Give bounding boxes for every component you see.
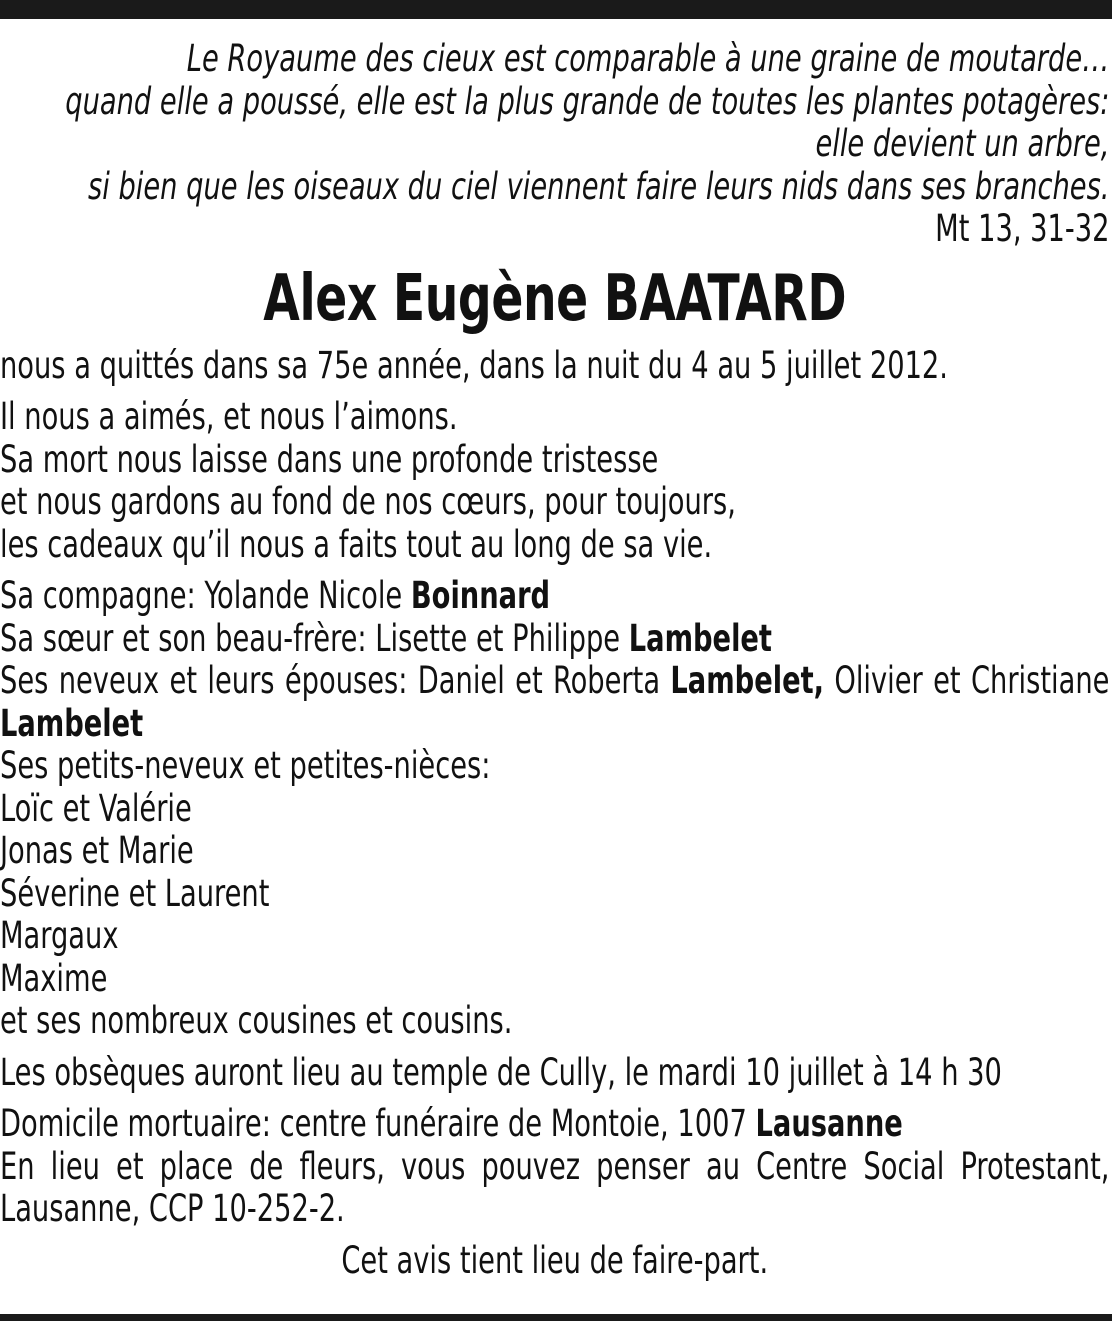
tribute <box>0 396 1109 566</box>
tribute-line: et nous gardons au fond de nos cœurs, pour toujours, <box>0 480 736 523</box>
deceased-name: Alex Eugène BAATARD <box>263 261 847 336</box>
tribute-line: les cadeaux qu’il nous a faits tout au long de sa vie. <box>0 522 713 566</box>
scripture-quote <box>0 38 1109 251</box>
quote-line: quand elle a poussé, elle est la plus grande de toutes les plantes potagères: <box>65 79 1110 123</box>
family-list <box>0 575 1109 1043</box>
grandchild-item: Maxime <box>0 956 108 1000</box>
nephews-line: Ses neveux et leurs épouses: Daniel et Roberta Lambelet, Olivier et Christiane Lambelet <box>0 659 1110 745</box>
quote-line: Le Royaume des cieux est comparable à une graine de moutarde… <box>186 37 1110 80</box>
quote-line: si bien que les oiseaux du ciel viennent faire leurs nids dans ses branches. <box>87 164 1110 208</box>
surname: Lambelet <box>0 701 144 745</box>
closing-line: Cet avis tient lieu de faire-part. <box>341 1238 769 1282</box>
surname: Boinnard <box>410 574 551 617</box>
grandchild-item: Jonas et Marie <box>0 829 194 872</box>
intro-line: nous a quittés dans sa 75e année, dans la nuit du 4 au 5 juillet 2012. <box>0 343 948 387</box>
grandchildren-label: Ses petits-neveux et petites-nièces: <box>0 744 491 787</box>
obituary-notice <box>0 38 1110 1282</box>
sister-line: Sa sœur et son beau-frère: Lisette et Philippe Lambelet <box>0 616 772 660</box>
quote-reference: Mt 13, 31-32 <box>935 207 1110 250</box>
donation-line: En lieu et place de fleurs, vous pouvez penser au Centre Social Protestant, Lausanne, CCP 10-252-2. <box>0 1144 1110 1230</box>
tribute-line: Il nous a aimés, et nous l’aimons. <box>0 395 458 438</box>
companion-line: Sa compagne: Yolande Nicole Boinnard <box>0 574 551 617</box>
quote-line: elle devient un arbre, <box>815 122 1110 165</box>
surname: Lambelet, <box>670 659 825 702</box>
grandchild-item: Séverine et Laurent <box>0 871 270 915</box>
grandchild-item: Margaux <box>0 914 119 957</box>
bottom-rule <box>0 1314 1112 1321</box>
funeral-line: Les obsèques auront lieu au temple de Cully, le mardi 10 juillet à 14 h 30 <box>0 1050 1002 1094</box>
city: Lausanne <box>755 1102 903 1145</box>
surname: Lambelet <box>628 616 772 660</box>
top-rule <box>0 0 1112 19</box>
tribute-line: Sa mort nous laisse dans une profonde tristesse <box>0 437 659 481</box>
domicile-line: Domicile mortuaire: centre funéraire de Montoie, 1007 Lausanne <box>0 1102 903 1145</box>
cousins-line: et ses nombreux cousines et cousins. <box>0 999 513 1042</box>
grandchild-item: Loïc et Valérie <box>0 786 192 830</box>
